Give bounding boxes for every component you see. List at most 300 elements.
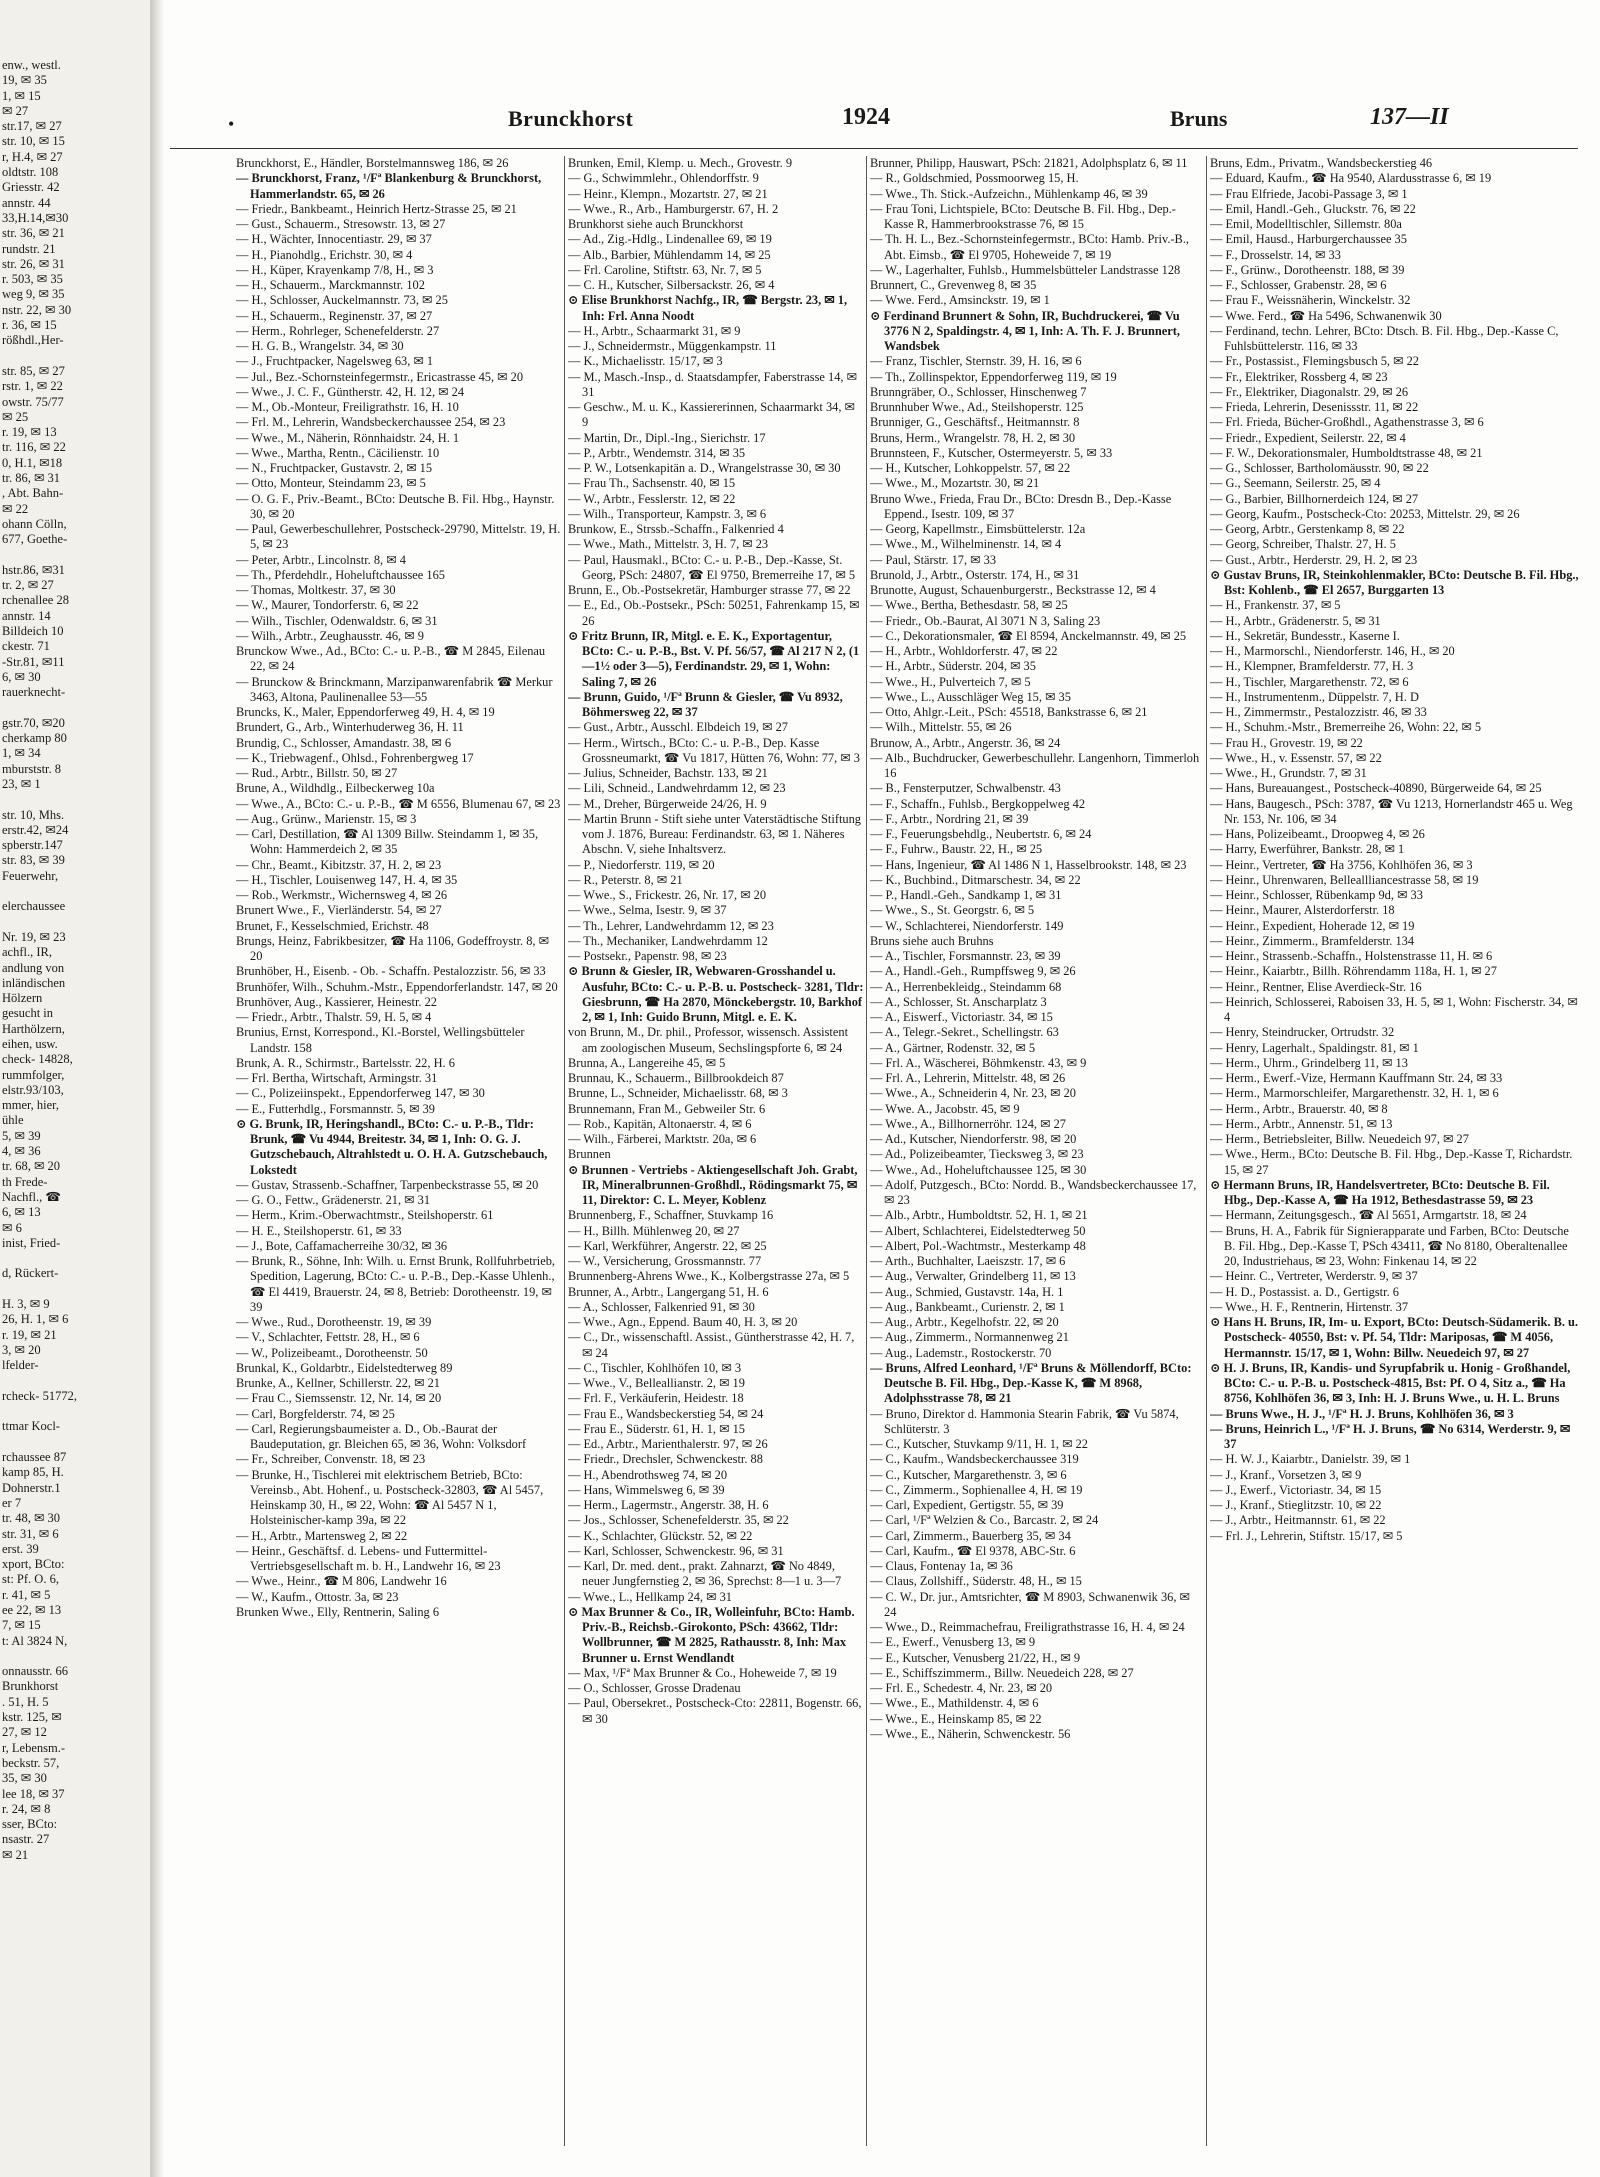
- directory-entry: — H., Wächter, Innocentiastr. 29, ✉ 37: [236, 232, 432, 247]
- directory-entry: Bruncks, K., Maler, Eppendorferweg 49, H. 4, ✉ 19: [236, 705, 495, 719]
- directory-entry: — A., Herrenbekleidg., Steindamm 68: [870, 979, 1062, 994]
- previous-page-line: erst. 39: [2, 1541, 39, 1556]
- directory-entry: — Frl. A., Lehrerin, Mittelstr. 48, ✉ 26: [870, 1071, 1066, 1085]
- directory-entry: — Herm., Wirtsch., BCto: C.- u. P.-B., Dep. Kasse Grossneumarkt, ☎ Vu 1817, Hütten 76, Wohn: 77, ✉ 3: [568, 735, 860, 765]
- directory-entry: Brunken Wwe., Elly, Rentnerin, Saling 6: [236, 1604, 440, 1619]
- previous-page-line: check- 14828,: [2, 1052, 73, 1067]
- directory-entry: — K., Triebwagenf., Ohlsd., Fohrenbergweg 17: [236, 750, 474, 765]
- directory-entry: — Harry, Ewerführer, Bankstr. 28, ✉ 1: [1210, 842, 1405, 857]
- directory-entry: — Wwe., V., Belleallianstr. 2, ✉ 19: [568, 1376, 745, 1390]
- directory-entry: Brunkhorst siehe auch Brunckhorst: [568, 217, 744, 231]
- directory-entry: — Paul, Obersekret., Postscheck-Cto: 22811, Bogenstr. 66, ✉ 30: [568, 1696, 862, 1726]
- directory-entry: — Wwe., Th. Stick.-Aufzeichn., Mühlenkamp 46, ✉ 39: [870, 186, 1148, 201]
- directory-entry: — Wwe. Ferd., Amsinckstr. 19, ✉ 1: [870, 293, 1050, 308]
- directory-entry: — H., Schauerm., Marckmannstr. 102: [236, 278, 425, 292]
- directory-entry: — P., Handl.-Geh., Sandkamp 1, ✉ 31: [870, 888, 1062, 902]
- directory-entry: — Aug., Lademstr., Rostockerstr. 70: [870, 1345, 1052, 1360]
- directory-entry: — Heinr., Uhrenwaren, Belleallliancestrasse 58, ✉ 19: [1210, 872, 1479, 887]
- previous-page-line: cherkamp 80: [2, 731, 67, 746]
- directory-entry: ⊙ Elise Brunkhorst Nachfg., IR, ☎ Bergstr. 23, ✉ 1, Inh: Frl. Anna Noodt: [568, 293, 848, 323]
- previous-page-line: owstr. 75/77: [2, 394, 64, 409]
- previous-page-line: str. 36, ✉ 21: [2, 226, 65, 241]
- directory-entry: — Heinr., Strassenb.-Schaffn., Holstenstrasse 11, H. ✉ 6: [1210, 949, 1493, 963]
- directory-entry: — Emil, Modelltischler, Sillemstr. 80a: [1210, 217, 1402, 231]
- directory-entry: — G., Seemann, Seilerstr. 25, ✉ 4: [1210, 476, 1381, 491]
- previous-page-line: Billdeich 10: [2, 623, 64, 638]
- previous-page-line: weg 9, ✉ 35: [2, 287, 65, 302]
- directory-entry: — Wwe., S., St. Georgstr. 6, ✉ 5: [870, 903, 1035, 918]
- directory-entry: — W., Arbtr., Fesslerstr. 12, ✉ 22: [568, 491, 736, 506]
- directory-entry: — Rob., Kapitän, Altonaerstr. 4, ✉ 6: [568, 1116, 752, 1131]
- directory-entry: — H., Pianohdlg., Erichstr. 30, ✉ 4: [236, 247, 413, 262]
- previous-page-line: tr. 116, ✉ 22: [2, 440, 66, 455]
- previous-page-line: t: Al 3824 N,: [2, 1633, 68, 1648]
- previous-page-line: eihen, usw.: [2, 1037, 58, 1051]
- directory-entry: — Alb., Arbtr., Humboldtstr. 52, H. 1, ✉ 21: [870, 1208, 1088, 1223]
- directory-entry: — Emil, Hausd., Harburgerchaussee 35: [1210, 232, 1407, 247]
- directory-entry: — Wwe. A., Jacobstr. 45, ✉ 9: [870, 1101, 1020, 1116]
- directory-entry: — Frau Th., Sachsenstr. 40, ✉ 15: [568, 476, 736, 491]
- directory-entry: — Bruns, H. A., Fabrik für Signierapparate und Farben, BCto: Deutsche B. Fil. Hbg., Dep.-Kasse T, PSch 43411, ☎ No 8180, Oberaltenallee 20, Industriehaus, ✉ 23, Wohn: Finkenau 14, ✉ 22: [1210, 1223, 1569, 1268]
- directory-entry: — H., Arbtr., Süderstr. 204, ✉ 35: [870, 659, 1036, 674]
- directory-entry: — Otto, Monteur, Steindamm 23, ✉ 5: [236, 476, 426, 491]
- directory-entry: — E., Schiffszimmerm., Billw. Neuedeich 228, ✉ 27: [870, 1665, 1134, 1680]
- directory-entry: — R., Goldschmied, Possmoorweg 15, H.: [870, 171, 1079, 186]
- previous-page-line: 27, ✉ 12: [2, 1725, 47, 1740]
- previous-page-line: 6, ✉ 13: [2, 1205, 41, 1220]
- directory-entry: Bruno Wwe., Frieda, Frau Dr., BCto: Dresdn B., Dep.-Kasse Eppend., Isestr. 109, ✉ 37: [870, 491, 1172, 521]
- directory-entry: — Wwe., E., Näherin, Schwenckestr. 56: [870, 1726, 1071, 1741]
- header-left-catchword: Brunckhorst: [508, 106, 634, 131]
- directory-entry: — Peter, Arbtr., Lincolnstr. 8, ✉ 4: [236, 552, 406, 567]
- previous-page-line: . 51, H. 5: [2, 1694, 49, 1709]
- directory-entry: Brunckhorst, E., Händler, Borstelmannsweg 186, ✉ 26: [236, 156, 509, 170]
- directory-entry: — Heinr., Schlosser, Rübenkamp 9d, ✉ 33: [1210, 888, 1423, 902]
- directory-entry: — Aug., Verwalter, Grindelberg 11, ✉ 13: [870, 1269, 1076, 1284]
- directory-entry: — V., Schlachter, Fettstr. 28, H., ✉ 6: [236, 1330, 420, 1345]
- previous-page-line: r. 19, ✉ 21: [2, 1327, 57, 1342]
- directory-entry: — Aug., Arbtr., Kegelhofstr. 22, ✉ 20: [870, 1315, 1059, 1329]
- directory-entry: — F. W., Dekorationsmaler, Humboldtstrasse 48, ✉ 21: [1210, 445, 1483, 460]
- directory-entry: — Franz, Tischler, Sternstr. 39, H. 16, ✉ 6: [870, 354, 1082, 369]
- directory-entry: — H., Zimmermstr., Pestalozzistr. 46, ✉ 33: [1210, 705, 1427, 719]
- directory-entry: — Hans, Polizeibeamt., Droopweg 4, ✉ 26: [1210, 827, 1425, 841]
- directory-entry: — Wwe., E., Mathildenstr. 4, ✉ 6: [870, 1696, 1039, 1711]
- directory-entry: — Hans, Wimmelsweg 6, ✉ 39: [568, 1482, 725, 1497]
- previous-page-line: tr. 2, ✉ 27: [2, 578, 54, 593]
- previous-page-line: Nachfl., ☎: [2, 1189, 61, 1204]
- directory-entry: — Wilh., Arbtr., Zeughausstr. 46, ✉ 9: [236, 628, 424, 643]
- directory-entry: — H., Schuhm.-Mstr., Bremerreihe 26, Wohn: 22, ✉ 5: [1210, 720, 1482, 735]
- directory-entry: — Gust., Arbtr., Herderstr. 29, H. 2, ✉ 23: [1210, 552, 1418, 567]
- directory-entry: Brunnsteen, F., Kutscher, Ostermeyerstr. 5, ✉ 33: [870, 445, 1113, 460]
- directory-entry: — H., Tischler, Louisenweg 147, H. 4, ✉ 35: [236, 872, 458, 887]
- previous-page-line: ✉ 22: [2, 501, 29, 516]
- previous-page-line: 6, ✉ 30: [2, 669, 41, 684]
- directory-entry: — Wwe., L., Hellkamp 24, ✉ 31: [568, 1589, 732, 1604]
- directory-entry: — H., Schauerm., Reginenstr. 37, ✉ 27: [236, 308, 433, 323]
- previous-page-line: str. 83, ✉ 39: [2, 853, 65, 868]
- directory-entry: — Rud., Arbtr., Billstr. 50, ✉ 27: [236, 766, 398, 780]
- directory-entry: — Wwe., E., Heinskamp 85, ✉ 22: [870, 1711, 1042, 1726]
- directory-entry: ⊙ H. J. Bruns, IR, Kandis- und Syrupfabrik u. Honig - Großhandel, BCto: C.- u. P.-B. u. Postscheck-4815, Bst: Pf. O 4, Sitz a., ☎ Ha 8756, Kohlhöfen 36, ✉ 3, Inh: H. J. Bruns Wwe., u. H. L. Bruns: [1210, 1360, 1571, 1406]
- previous-page-line: tr. 48, ✉ 30: [2, 1511, 61, 1526]
- directory-entry: — Frl. A., Wäscherei, Böhmkenstr. 43, ✉ 9: [870, 1055, 1087, 1070]
- directory-entry: — Wwe., Ad., Hoheluftchaussee 125, ✉ 30: [870, 1162, 1087, 1177]
- directory-entry: — O. G. F., Priv.-Beamt., BCto: Deutsche B. Fil. Hbg., Haynstr. 30, ✉ 20: [236, 491, 555, 521]
- directory-entry: — H., Arbtr., Schaarmarkt 31, ✉ 9: [568, 323, 741, 338]
- directory-entry: — Ad., Polizeibeamter, Tiecksweg 3, ✉ 23: [870, 1147, 1084, 1162]
- previous-page-line: 7, ✉ 15: [2, 1618, 41, 1633]
- directory-entry: — J., Kranf., Stieglitzstr. 10, ✉ 22: [1210, 1498, 1382, 1512]
- previous-page-line: kstr. 125, ✉: [2, 1710, 62, 1725]
- previous-page-line: 1, ✉ 15: [2, 88, 41, 103]
- directory-entry: — W., Kaufm., Ottostr. 3a, ✉ 23: [236, 1589, 399, 1604]
- directory-entry: von Brunn, M., Dr. phil., Professor, wissensch. Assistent am zoologischen Museum, Sechslingspforte 6, ✉ 24: [568, 1025, 849, 1055]
- directory-entry: — Gust., Schauerm., Stresowstr. 13, ✉ 27: [236, 217, 446, 231]
- directory-entry: — Wwe., A., Schneiderin 4, Nr. 23, ✉ 20: [870, 1086, 1076, 1101]
- directory-entry: — H., Frankenstr. 37, ✉ 5: [1210, 598, 1341, 613]
- directory-entry: Brunnau, K., Schauerm., Billbrookdeich 87: [568, 1071, 784, 1085]
- directory-entry: — Fr., Schreiber, Convenstr. 18, ✉ 23: [236, 1452, 426, 1467]
- directory-entry: — E., Ed., Ob.-Postsekr., PSch: 50251, Fahrenkamp 15, ✉ 26: [568, 598, 860, 628]
- directory-entry: — Frau H., Grovestr. 19, ✉ 22: [1210, 735, 1363, 750]
- directory-entry: — Bruno, Direktor d. Hammonia Stearin Fabrik, ☎ Vu 5874, Schlüterstr. 3: [870, 1406, 1179, 1436]
- directory-entry: — Wwe., M., Näherin, Rönnhaidstr. 24, H. 1: [236, 430, 460, 445]
- directory-entry: — Heinr., Expedient, Hoherade 12, ✉ 19: [1210, 918, 1415, 933]
- directory-entry: — Wwe., Bertha, Bethesdastr. 58, ✉ 25: [870, 598, 1068, 613]
- directory-entry: — W., Polizeibeamt., Dorotheenstr. 50: [236, 1345, 428, 1360]
- previous-page-line: annstr. 44: [2, 195, 51, 210]
- directory-entry: — Frau C., Siemssenstr. 12, Nr. 14, ✉ 20: [236, 1391, 442, 1406]
- directory-entry: — Karl, Dr. med. dent., prakt. Zahnarzt, ☎ No 4849, neuer Jungfernstieg 2, ✉ 36, Sprechst: 8—1 u. 3—7: [568, 1559, 842, 1589]
- directory-entry: — Emil, Handl.-Geh., Gluckstr. 76, ✉ 22: [1210, 201, 1416, 216]
- previous-page-line: ohann Cölln,: [2, 516, 67, 531]
- directory-entry: Brunnemann, Fran M., Gebweiler Str. 6: [568, 1101, 766, 1116]
- directory-entry: — K., Schlachter, Glückstr. 52, ✉ 22: [568, 1528, 753, 1543]
- directory-entry: — M., Masch.-Insp., d. Staatsdampfer, Faberstrasse 14, ✉ 31: [568, 369, 857, 399]
- directory-entry: Brunow, A., Arbtr., Angerstr. 36, ✉ 24: [870, 735, 1061, 750]
- directory-entry: — J., Kranf., Vorsetzen 3, ✉ 9: [1210, 1467, 1362, 1482]
- directory-entry: — Wilh., Färberei, Marktstr. 20a, ✉ 6: [568, 1132, 757, 1146]
- directory-entry: — Carl, Zimmerm., Bauerberg 35, ✉ 34: [870, 1528, 1071, 1543]
- directory-entry: — W., Lagerhalter, Fuhlsb., Hummelsbütteler Landstrasse 128: [870, 262, 1181, 277]
- directory-entry: — Wwe., Martha, Rentn., Cäcilienstr. 10: [236, 445, 440, 460]
- directory-entry: — B., Fensterputzer, Schwalbenstr. 43: [870, 781, 1061, 796]
- directory-entry: — Frl. Frieda, Bücher-Großhdl., Agathenstrasse 3, ✉ 6: [1210, 415, 1484, 430]
- previous-page-line: [2, 1435, 150, 1450]
- directory-entry: — H. G. B., Wrangelstr. 34, ✉ 30: [236, 339, 404, 353]
- directory-entry: — A., Telegr.-Sekret., Schellingstr. 63: [870, 1025, 1059, 1040]
- previous-page-line: [2, 792, 150, 807]
- directory-entry: — Hans, Ingenieur, ☎ Al 1486 N 1, Hasselbrookstr. 148, ✉ 23: [870, 857, 1187, 872]
- directory-entry: — E., Futterhdlg., Forsmannstr. 5, ✉ 39: [236, 1101, 435, 1116]
- previous-page-line: , Abt. Bahn-: [2, 486, 64, 501]
- directory-entry: — Herm., Ewerf.-Vize, Hermann Kauffmann Str. 24, ✉ 33: [1210, 1071, 1503, 1085]
- directory-entry: — Bruns, Heinrich L., ¹/Fª H. J. Bruns, ☎ No 6314, Werderstr. 9, ✉ 37: [1210, 1421, 1571, 1451]
- directory-entry: — Wwe., Rud., Dorotheenstr. 19, ✉ 39: [236, 1315, 432, 1329]
- directory-entry: — Heinr., Maurer, Alsterdorferstr. 18: [1210, 903, 1395, 918]
- directory-entry: — Wwe., R., Arb., Hamburgerstr. 67, H. 2: [568, 201, 779, 216]
- directory-entry: — Hans, Baugesch., PSch: 3787, ☎ Vu 1213, Hornerlandstr 465 u. Weg Nr. 153, Nr. 106, ✉ 34: [1210, 796, 1573, 826]
- previous-page-line: [2, 548, 150, 563]
- directory-entry: Bruns, Edm., Privatm., Wandsbeckerstieg 46: [1210, 156, 1433, 170]
- previous-page-line: r. 503, ✉ 35: [2, 272, 63, 287]
- previous-page-line: inist, Fried-: [2, 1235, 61, 1250]
- directory-entry: — Wwe., H. F., Rentnerin, Hirtenstr. 37: [1210, 1299, 1409, 1314]
- previous-page-line: Harthölzern,: [2, 1021, 65, 1036]
- directory-entry: — Rob., Werkmstr., Wichernsweg 4, ✉ 26: [236, 888, 448, 902]
- previous-page-line: xport, BCto:: [2, 1557, 65, 1572]
- directory-entry: — Frl. Bertha, Wirtschaft, Armingstr. 31: [236, 1071, 438, 1085]
- directory-entry: — Heinr., Rentner, Elise Averdieck-Str. 16: [1210, 979, 1422, 994]
- directory-entry: — Wilh., Mittelstr. 55, ✉ 26: [870, 720, 1012, 735]
- directory-entry: Brunner, Philipp, Hauswart, PSch: 21821, Adolphsplatz 6, ✉ 11: [870, 156, 1188, 170]
- directory-entry: — Heinr., Zimmerm., Bramfelderstr. 134: [1210, 933, 1415, 948]
- directory-entry: — Th., Mechaniker, Landwehrdamm 12: [568, 933, 768, 948]
- previous-page-line: str. 26, ✉ 31: [2, 256, 65, 271]
- directory-entry: — Bruns, Alfred Leonhard, ¹/Fª Bruns & Möllendorff, BCto: Deutsche B. Fil. Hbg., Dep.-Kasse K, ☎ M 8968, Adolphsstrasse 78, ✉ 21: [870, 1360, 1192, 1406]
- directory-entry: — Carl, Regierungsbaumeister a. D., Ob.-Baurat der Baudeputation, gr. Bleichen 65, ✉ 36, Wohn: Volksdorf: [236, 1421, 527, 1451]
- directory-entry: — Herm., Krim.-Oberwachtmstr., Steilshoperstr. 61: [236, 1208, 494, 1223]
- directory-entry: ⊙ Hermann Bruns, IR, Handelsvertreter, BCto: Deutsche B. Fil. Hbg., Dep.-Kasse A, ☎ Ha 1912, Bethesdastrasse 59, ✉ 23: [1210, 1177, 1550, 1207]
- previous-page-line: str. 10, Mhs.: [2, 807, 65, 822]
- directory-entry: — W., Schlachterei, Niendorferstr. 149: [870, 918, 1064, 933]
- previous-page-line: [2, 1282, 150, 1297]
- directory-entry: — M., Dreher, Bürgerweide 24/26, H. 9: [568, 796, 767, 811]
- directory-entry: — A., Eiswerf., Victoriastr. 34, ✉ 15: [870, 1010, 1053, 1024]
- directory-entry: — J., Ewerf., Victoriastr. 34, ✉ 15: [1210, 1482, 1382, 1497]
- directory-entry: — H., Instrumentenm., Düppelstr. 7, H. D: [1210, 689, 1419, 704]
- previous-page-line: rstr. 1, ✉ 22: [2, 379, 63, 394]
- previous-page-line: gstr.70, ✉20: [2, 715, 65, 730]
- previous-page-line: r, Lebensm.-: [2, 1740, 66, 1755]
- previous-page-line: er 7: [2, 1495, 22, 1510]
- directory-entry: ⊙ Brunnen - Vertriebs - Aktiengesellschaft Joh. Grabt, IR, Mineralbrunnen-Großhdl., Rödingsmarkt 75, ✉ 11, Direktor: C. L. Meyer, Koblenz: [568, 1162, 858, 1207]
- previous-page-line: str. 10, ✉ 15: [2, 134, 65, 149]
- previous-page-line: tr. 86, ✉ 31: [2, 471, 61, 486]
- directory-entry: Brunn, E., Ob.-Postsekretär, Hamburger strasse 77, ✉ 22: [568, 583, 851, 597]
- directory-entry: Brunnenberg, F., Schaffner, Stuvkamp 16: [568, 1208, 774, 1223]
- directory-entry: — Friedr., Drechsler, Schwenckestr. 88: [568, 1452, 763, 1467]
- directory-entry: — Ferdinand, techn. Lehrer, BCto: Dtsch. B. Fil. Hbg., Dep.-Kasse C, Fuhlsbüttelerstr. 116, ✉ 33: [1210, 323, 1559, 353]
- directory-entry: — W., Maurer, Tondorferstr. 6, ✉ 22: [236, 598, 419, 613]
- directory-entry: — Carl, Borgfelderstr. 74, ✉ 25: [236, 1406, 395, 1421]
- directory-entry: — Arth., Buchhalter, Laeiszstr. 17, ✉ 6: [870, 1254, 1066, 1268]
- previous-page-line: 26, H. 1, ✉ 6: [2, 1312, 69, 1327]
- previous-page-line: th Frede-: [2, 1174, 48, 1189]
- directory-entry: — Aug., Zimmerm., Normannenweg 21: [870, 1330, 1069, 1345]
- previous-page-line: Feuerwehr,: [2, 868, 59, 883]
- directory-entry: — A., Tischler, Forsmannstr. 23, ✉ 39: [870, 949, 1061, 963]
- directory-entry: — Gust., Arbtr., Ausschl. Elbdeich 19, ✉ 27: [568, 720, 788, 735]
- directory-entry: — Heinr., Klempn., Mozartstr. 27, ✉ 21: [568, 186, 768, 201]
- directory-entry: — Georg, Arbtr., Gerstenkamp 8, ✉ 22: [1210, 522, 1405, 536]
- directory-entry: — Frl. J., Lehrerin, Stiftstr. 15/17, ✉ 5: [1210, 1528, 1403, 1543]
- directory-entry: — Georg, Schreiber, Thalstr. 27, H. 5: [1210, 537, 1396, 552]
- previous-page-line: ttmar Kocl-: [2, 1419, 60, 1434]
- directory-entry: — Heinr., Vertreter, ☎ Ha 3756, Kohlhöfen 36, ✉ 3: [1210, 857, 1473, 872]
- directory-entry: Brunkow, E., Strssb.-Schaffn., Falkenried 4: [568, 522, 784, 536]
- column-divider: [1206, 156, 1207, 2146]
- directory-entry: — Wwe., J. C. F., Güntherstr. 42, H. 12, ✉ 24: [236, 384, 465, 399]
- directory-entry: Brunnert, C., Grevenweg 8, ✉ 35: [870, 278, 1037, 292]
- previous-page-line: str. 31, ✉ 6: [2, 1526, 59, 1541]
- directory-entry: — F., Grünw., Dorotheenstr. 188, ✉ 39: [1210, 262, 1405, 277]
- directory-entry: — C., Zimmerm., Sophienallee 4, H. ✉ 19: [870, 1482, 1083, 1497]
- previous-page-line: [2, 915, 150, 930]
- directory-entry: — Wwe., A., BCto: C.- u. P.-B., ☎ M 6556, Blumenau 67, ✉ 23: [236, 796, 561, 811]
- directory-entry: — W., Versicherung, Grossmannstr. 77: [568, 1254, 762, 1268]
- directory-entry: — Karl, Werkführer, Angerstr. 22, ✉ 25: [568, 1238, 767, 1253]
- directory-entry: — Frau Toni, Lichtspiele, BCto: Deutsche B. Fil. Hbg., Dep.-Kasse R, Hammerbrookstrasse 76, ✉ 15: [870, 201, 1176, 231]
- directory-entry: — Friedr., Bankbeamt., Heinrich Hertz-Strasse 25, ✉ 21: [236, 201, 517, 216]
- directory-entry: — Georg, Kaufm., Postscheck-Cto: 20253, Mittelstr. 29, ✉ 26: [1210, 506, 1520, 521]
- previous-page-line: ühle: [2, 1113, 24, 1128]
- directory-entry: — P. W., Lotsenkapitän a. D., Wrangelstrasse 30, ✉ 30: [568, 461, 841, 475]
- previous-page-line: nstr. 22, ✉ 30: [2, 302, 72, 317]
- directory-entry: — Wwe., Math., Mittelstr. 3, H. 7, ✉ 23: [568, 537, 769, 552]
- directory-entry: Brundert, G., Arb., Winterhuderweg 36, H. 11: [236, 720, 464, 735]
- previous-page-line: Dohnerstr.1: [2, 1480, 61, 1495]
- directory-entry: Brungs, Heinz, Fabrikbesitzer, ☎ Ha 1106, Godeffroystr. 8, ✉ 20: [236, 933, 550, 963]
- directory-entry: — Frl. E., Schedestr. 4, Nr. 23, ✉ 20: [870, 1681, 1053, 1695]
- previous-page-line: spberstr.147: [2, 838, 63, 853]
- directory-entry: — P., Niedorferstr. 119, ✉ 20: [568, 857, 715, 872]
- previous-page-line: elstr.93/103,: [2, 1082, 64, 1097]
- directory-entry: — G., Schwimmlehr., Ohlendorffstr. 9: [568, 171, 759, 186]
- directory-entry: — H., Sekretär, Bundesstr., Kaserne I.: [1210, 628, 1400, 643]
- previous-page-line: str.17, ✉ 27: [2, 119, 62, 134]
- previous-page-line: 4, ✉ 36: [2, 1144, 41, 1159]
- directory-entry: — K., Michaelisstr. 15/17, ✉ 3: [568, 354, 723, 369]
- directory-entry: — Brunke, H., Tischlerei mit elektrischem Betrieb, BCto: Vereinsb., Abt. Hohenf., u. Postscheck-32803, ☎ Al 5457, Heinskamp 30, H., ✉ 22, Wohn: ☎ Al 5457 N 1, Holsteinischer-kamp 39a, ✉ 22: [236, 1467, 544, 1528]
- directory-entry: — Henry, Steindrucker, Ortrudstr. 32: [1210, 1025, 1395, 1040]
- directory-entry: Brunnenberg-Ahrens Wwe., K., Kolbergstrasse 27a, ✉ 5: [568, 1269, 850, 1284]
- previous-page-line: ✉ 6: [2, 1220, 22, 1235]
- directory-entry: — M., Ob.-Monteur, Freiligrathstr. 16, H. 10: [236, 400, 459, 414]
- directory-entry: — Albert, Pol.-Wachtmstr., Mesterkamp 48: [870, 1238, 1086, 1253]
- directory-entry: — Brunk, R., Söhne, Inh: Wilh. u. Ernst Brunk, Rollfuhrbetrieb, Spedition, Lagerung, BCto: C.- u. P.-B., Dep.-Kasse Uhlenh., ☎ El 4419, Brauerstr. 24, ✉ 8, Betrieb: Dorotheenstr. 19, ✉ 39: [236, 1254, 555, 1314]
- directory-entry: — Th., Lehrer, Landwehrdamm 12, ✉ 23: [568, 918, 774, 933]
- directory-entry: — R., Peterstr. 8, ✉ 21: [568, 872, 683, 887]
- directory-entry: Brunhöber, H., Eisenb. - Ob. - Schaffn. Pestalozzistr. 56, ✉ 33: [236, 964, 546, 979]
- directory-entry: — Wwe., H., Grundstr. 7, ✉ 31: [1210, 766, 1367, 780]
- previous-page-line: rummfolger,: [2, 1067, 65, 1082]
- directory-entry: — Karl, Schlosser, Schwenckestr. 96, ✉ 31: [568, 1543, 784, 1558]
- directory-entry: — Herm., Lagermstr., Angerstr. 38, H. 6: [568, 1498, 769, 1512]
- previous-page-line: 23, ✉ 1: [2, 776, 41, 791]
- directory-entry: — Frl. F., Verkäuferin, Heidestr. 18: [568, 1391, 744, 1406]
- directory-entry: — Wwe., Agn., Eppend. Baum 40, H. 3, ✉ 20: [568, 1315, 798, 1329]
- directory-entry: — Ed., Arbtr., Marienthalerstr. 97, ✉ 26: [568, 1437, 768, 1451]
- directory-entry: — Fr., Postassist., Flemingsbusch 5, ✉ 22: [1210, 354, 1420, 369]
- directory-entry: Brunius, Ernst, Korrespond., Kl.-Borstel, Wellingsbütteler Landstr. 158: [236, 1025, 525, 1055]
- previous-page-line: rchaussee 87: [2, 1450, 67, 1465]
- previous-page-line: erstr.42, ✉24: [2, 822, 69, 837]
- previous-page-line: inländischen: [2, 975, 66, 990]
- header-right-catchword: Bruns: [1170, 106, 1228, 131]
- previous-page-line: rößhdl.,Her-: [2, 333, 64, 348]
- directory-entry: — Ad., Kutscher, Niendorferstr. 98, ✉ 20: [870, 1132, 1077, 1146]
- previous-page-line: st: Pf. O. 6,: [2, 1572, 59, 1587]
- directory-entry: — Th., Zollinspektor, Eppendorferweg 119, ✉ 19: [870, 369, 1117, 384]
- directory-entry: Brunke, A., Kellner, Schillerstr. 22, ✉ 21: [236, 1376, 440, 1390]
- previous-page-line: d, Rückert-: [2, 1266, 59, 1281]
- previous-page-line: achfl., IR,: [2, 945, 52, 960]
- previous-page-line: ee 22, ✉ 13: [2, 1602, 62, 1617]
- directory-entry: — Frau F., Weissnäherin, Winckelstr. 32: [1210, 293, 1411, 308]
- directory-entry: — Th. H. L., Bez.-Schornsteinfegermstr., BCto: Hamb. Priv.-B., Abt. Eimsb., ☎ El 9705, Hoheweide 7, ✉ 19: [870, 232, 1190, 262]
- directory-entry: — Aug., Bankbeamt., Curienstr. 2, ✉ 1: [870, 1299, 1065, 1314]
- previous-page-line: Brunkhorst: [2, 1679, 59, 1694]
- directory-entry: — H., Klempner, Bramfelderstr. 77, H. 3: [1210, 659, 1414, 674]
- directory-entry: Brunold, J., Arbtr., Osterstr. 174, H., ✉ 31: [870, 567, 1080, 582]
- previous-page-line: [2, 884, 150, 899]
- previous-page-line: rchenallee 28: [2, 593, 69, 608]
- page-number: 137—II: [1370, 104, 1449, 130]
- page-header: [170, 104, 1590, 134]
- directory-entry: — Heinr. C., Vertreter, Werderstr. 9, ✉ 37: [1210, 1269, 1418, 1284]
- directory-entry: — H., Tischler, Margarethenstr. 72, ✉ 6: [1210, 674, 1409, 689]
- directory-entry: — Wwe. Ferd., ☎ Ha 5496, Schwanenwik 30: [1210, 308, 1442, 323]
- directory-entry: Bruns siehe auch Bruhns: [870, 933, 994, 948]
- directory-entry: — F., Fuhrw., Baustr. 22, H., ✉ 25: [870, 842, 1043, 857]
- directory-entry: — Wwe., S., Frickestr. 26, Nr. 17, ✉ 20: [568, 888, 767, 902]
- directory-entry: — A., Schlosser, Falkenried 91, ✉ 30: [568, 1299, 755, 1314]
- directory-entry: Brunk, A. R., Schirmstr., Bartelsstr. 22, H. 6: [236, 1055, 455, 1070]
- previous-page-line: r, H.4, ✉ 27: [2, 149, 63, 164]
- directory-entry: — F., Schaffn., Fuhlsb., Bergkoppelweg 42: [870, 796, 1086, 811]
- directory-entry: — Wilh., Tischler, Odenwaldstr. 6, ✉ 31: [236, 613, 438, 628]
- directory-entry: — Heinr., Geschäftsf. d. Lebens- und Futtermittel-Vertriebsgesellschaft m. b. H., Landwehr 16, ✉ 23: [236, 1543, 501, 1573]
- header-year: 1924: [842, 104, 890, 130]
- previous-page-line: ✉ 21: [2, 1847, 29, 1862]
- directory-entry: — E., Kutscher, Venusberg 21/22, H., ✉ 9: [870, 1650, 1081, 1665]
- directory-entry: — Heinr., Kaiarbtr., Billh. Röhrendamm 118a, H. 1, ✉ 27: [1210, 964, 1497, 979]
- directory-entry: — Ad., Zig.-Hdlg., Lindenallee 69, ✉ 19: [568, 232, 772, 247]
- previous-page-line: ✉ 25: [2, 409, 29, 424]
- directory-entry: — H., Küper, Krayenkamp 7/8, H., ✉ 3: [236, 262, 434, 277]
- directory-entry: ⊙ Hans H. Bruns, IR, Im- u. Export, BCto: Deutsch-Südamerik. B. u. Postscheck- 40550, Bst: v. Pf. 54, Tldr: Mariposas, ☎ M 4056, Hermannstr. 15/17, ✉ 1, Wohn: Billw. Neuedeich 97, ✉ 27: [1210, 1315, 1579, 1360]
- directory-entry: Bruns, Herm., Wrangelstr. 78, H. 2, ✉ 30: [870, 430, 1076, 445]
- directory-entry: — H., Arbtr., Martensweg 2, ✉ 22: [236, 1528, 408, 1543]
- previous-page-line: tr. 68, ✉ 20: [2, 1159, 61, 1174]
- directory-entry: — N., Fruchtpacker, Gustavstr. 2, ✉ 15: [236, 461, 433, 475]
- directory-entry: Brunniger, G., Geschäftsf., Heitmannstr. 8: [870, 415, 1080, 430]
- directory-entry: — Eduard, Kaufm., ☎ Ha 9540, Alardusstrasse 6, ✉ 19: [1210, 171, 1492, 186]
- previous-page-line: 35, ✉ 30: [2, 1771, 47, 1786]
- previous-page-line: kamp 85, H.: [2, 1465, 64, 1480]
- directory-entry: — Geschw., M. u. K., Kassiererinnen, Schaarmarkt 34, ✉ 9: [568, 400, 855, 430]
- previous-page-line: elerchaussee: [2, 899, 66, 914]
- previous-page-line: [2, 1251, 150, 1266]
- directory-entry: — Brunckow & Brinckmann, Marzipanwarenfabrik ☎ Merkur 3463, Altona, Paulinenallee 53—55: [236, 674, 553, 704]
- previous-page-line: mmer, hier,: [2, 1098, 59, 1113]
- directory-entry: ⊙ Fritz Brunn, IR, Mitgl. e. E. K., Exportagentur, BCto: C.- u. P.-B., Bst. V. Pf. 56/57, ☎ Al 217 N 2, (1—1½ oder 3—5), Ferdinandstr. 29, ✉ 1, Wohn: Saling 7, ✉ 26: [568, 628, 860, 689]
- directory-entry: ⊙ Gustav Bruns, IR, Steinkohlenmakler, BCto: Deutsche B. Fil. Hbg., Bst: Kohlenb., ☎ El 2657, Burggarten 13: [1210, 567, 1579, 597]
- directory-entry: — H., Billh. Mühlenweg 20, ✉ 27: [568, 1223, 740, 1238]
- directory-entry: Brunert Wwe., F., Vierländerstr. 54, ✉ 27: [236, 903, 442, 918]
- directory-entry: — J., Bote, Caffamacherreihe 30/32, ✉ 36: [236, 1238, 448, 1253]
- directory-entry: — Brunn, Guido, ¹/Fª Brunn & Giesler, ☎ Vu 8932, Böhmersweg 22, ✉ 37: [568, 689, 843, 719]
- previous-page-line: sser, BCto:: [2, 1817, 58, 1832]
- directory-entry: — Gustav, Strassenb.-Schaffner, Tarpenbeckstrasse 55, ✉ 20: [236, 1177, 539, 1192]
- directory-entry: — G., Barbier, Billhornerdeich 124, ✉ 27: [1210, 491, 1419, 506]
- directory-entry: — Herm., Betriebsleiter, Billw. Neuedeich 97, ✉ 27: [1210, 1132, 1469, 1146]
- previous-page-fragments: [0, 0, 150, 1863]
- previous-page-line: H. 3, ✉ 9: [2, 1297, 50, 1312]
